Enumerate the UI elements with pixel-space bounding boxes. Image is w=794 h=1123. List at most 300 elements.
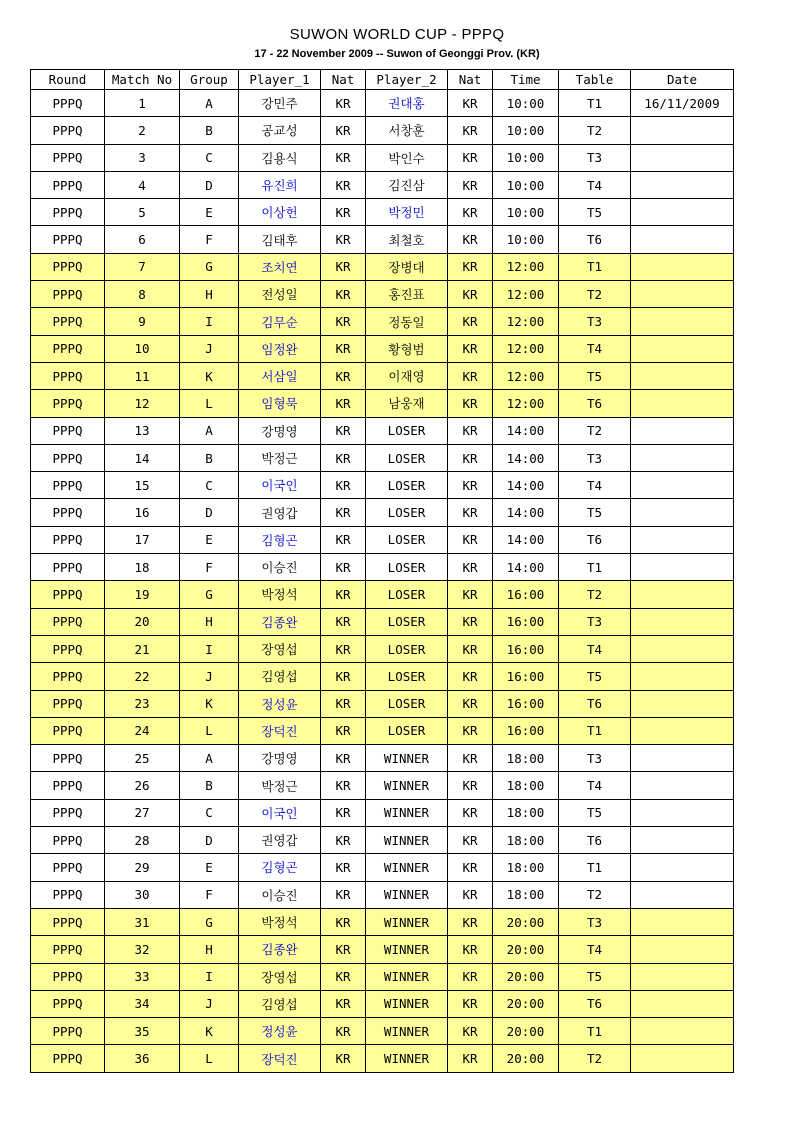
cell-round: PPPQ [31, 608, 105, 635]
cell-match-no: 4 [105, 171, 180, 198]
cell-time: 18:00 [493, 881, 559, 908]
cell-time: 16:00 [493, 663, 559, 690]
cell-player-1: 조치연 [239, 253, 321, 280]
cell-date [631, 171, 734, 198]
cell-nat-1: KR [321, 90, 366, 117]
cell-time: 10:00 [493, 144, 559, 171]
cell-nat-2: KR [448, 335, 493, 362]
table-row [31, 171, 734, 198]
cell-group: H [180, 281, 239, 308]
cell-round: PPPQ [31, 144, 105, 171]
table-row [31, 908, 734, 935]
cell-time: 10:00 [493, 171, 559, 198]
cell-table: T6 [559, 526, 631, 553]
cell-group: I [180, 308, 239, 335]
cell-round: PPPQ [31, 963, 105, 990]
cell-nat-1: KR [321, 1045, 366, 1072]
cell-match-no: 22 [105, 663, 180, 690]
cell-match-no: 11 [105, 362, 180, 389]
cell-table: T5 [559, 362, 631, 389]
cell-player-1: 김형곤 [239, 854, 321, 881]
cell-player-1: 권영갑 [239, 499, 321, 526]
cell-match-no: 20 [105, 608, 180, 635]
cell-player-1: 박정근 [239, 444, 321, 471]
cell-date [631, 554, 734, 581]
cell-nat-1: KR [321, 745, 366, 772]
cell-table: T6 [559, 827, 631, 854]
cell-nat-2: KR [448, 635, 493, 662]
cell-date [631, 663, 734, 690]
cell-round: PPPQ [31, 745, 105, 772]
cell-table: T3 [559, 908, 631, 935]
table-row [31, 90, 734, 117]
cell-table: T5 [559, 963, 631, 990]
cell-group: L [180, 390, 239, 417]
cell-nat-1: KR [321, 171, 366, 198]
cell-round: PPPQ [31, 499, 105, 526]
cell-match-no: 33 [105, 963, 180, 990]
cell-match-no: 23 [105, 690, 180, 717]
cell-date: 16/11/2009 [631, 90, 734, 117]
cell-date [631, 308, 734, 335]
cell-group: G [180, 581, 239, 608]
cell-table: T1 [559, 717, 631, 744]
table-row [31, 1045, 734, 1072]
cell-nat-1: KR [321, 144, 366, 171]
cell-table: T4 [559, 635, 631, 662]
cell-nat-2: KR [448, 390, 493, 417]
cell-group: F [180, 226, 239, 253]
cell-group: H [180, 936, 239, 963]
header-player-1: Player_1 [239, 70, 321, 90]
table-row [31, 444, 734, 471]
cell-round: PPPQ [31, 1045, 105, 1072]
table-row [31, 472, 734, 499]
cell-player-1: 박정근 [239, 772, 321, 799]
cell-round: PPPQ [31, 690, 105, 717]
cell-nat-1: KR [321, 281, 366, 308]
cell-table: T5 [559, 799, 631, 826]
cell-date [631, 990, 734, 1017]
cell-time: 20:00 [493, 936, 559, 963]
cell-time: 18:00 [493, 772, 559, 799]
cell-table: T6 [559, 390, 631, 417]
header-group: Group [180, 70, 239, 90]
cell-group: C [180, 144, 239, 171]
cell-player-2: WINNER [366, 745, 448, 772]
cell-match-no: 17 [105, 526, 180, 553]
cell-group: I [180, 963, 239, 990]
cell-player-1: 이승진 [239, 881, 321, 908]
cell-round: PPPQ [31, 526, 105, 553]
cell-match-no: 31 [105, 908, 180, 935]
cell-round: PPPQ [31, 281, 105, 308]
cell-player-2: WINNER [366, 990, 448, 1017]
cell-nat-2: KR [448, 499, 493, 526]
cell-group: D [180, 499, 239, 526]
cell-table: T3 [559, 608, 631, 635]
cell-nat-2: KR [448, 1045, 493, 1072]
cell-date [631, 335, 734, 362]
cell-group: E [180, 854, 239, 881]
cell-match-no: 32 [105, 936, 180, 963]
cell-nat-1: KR [321, 936, 366, 963]
cell-table: T1 [559, 253, 631, 280]
cell-player-1: 김영섭 [239, 990, 321, 1017]
cell-time: 10:00 [493, 226, 559, 253]
cell-time: 16:00 [493, 581, 559, 608]
cell-match-no: 34 [105, 990, 180, 1017]
cell-player-1: 전성일 [239, 281, 321, 308]
cell-round: PPPQ [31, 90, 105, 117]
cell-date [631, 362, 734, 389]
cell-table: T1 [559, 90, 631, 117]
cell-player-1: 강명영 [239, 417, 321, 444]
cell-round: PPPQ [31, 390, 105, 417]
cell-nat-1: KR [321, 881, 366, 908]
cell-player-1: 임형묵 [239, 390, 321, 417]
table-row [31, 963, 734, 990]
cell-player-1: 장영섭 [239, 635, 321, 662]
cell-date [631, 635, 734, 662]
table-row [31, 663, 734, 690]
cell-time: 14:00 [493, 444, 559, 471]
cell-player-2: 장병대 [366, 253, 448, 280]
cell-time: 20:00 [493, 1018, 559, 1045]
cell-nat-1: KR [321, 990, 366, 1017]
cell-date [631, 390, 734, 417]
cell-group: K [180, 1018, 239, 1045]
cell-time: 16:00 [493, 608, 559, 635]
cell-date [631, 881, 734, 908]
cell-round: PPPQ [31, 990, 105, 1017]
table-row [31, 335, 734, 362]
table-row [31, 417, 734, 444]
cell-nat-1: KR [321, 554, 366, 581]
cell-player-1: 서삼일 [239, 362, 321, 389]
cell-player-1: 김종완 [239, 936, 321, 963]
cell-time: 14:00 [493, 526, 559, 553]
cell-group: I [180, 635, 239, 662]
cell-nat-2: KR [448, 745, 493, 772]
cell-match-no: 28 [105, 827, 180, 854]
cell-nat-1: KR [321, 362, 366, 389]
cell-time: 20:00 [493, 908, 559, 935]
cell-time: 10:00 [493, 199, 559, 226]
cell-table: T2 [559, 1045, 631, 1072]
cell-table: T4 [559, 772, 631, 799]
cell-nat-1: KR [321, 253, 366, 280]
cell-nat-2: KR [448, 144, 493, 171]
cell-round: PPPQ [31, 444, 105, 471]
cell-group: K [180, 690, 239, 717]
cell-player-2: 박정민 [366, 199, 448, 226]
cell-time: 16:00 [493, 635, 559, 662]
cell-player-2: LOSER [366, 499, 448, 526]
cell-nat-2: KR [448, 253, 493, 280]
cell-player-2: 서창훈 [366, 117, 448, 144]
cell-player-2: 홍진표 [366, 281, 448, 308]
cell-time: 18:00 [493, 854, 559, 881]
cell-match-no: 5 [105, 199, 180, 226]
cell-match-no: 29 [105, 854, 180, 881]
cell-date [631, 963, 734, 990]
cell-nat-2: KR [448, 526, 493, 553]
cell-match-no: 35 [105, 1018, 180, 1045]
table-row [31, 526, 734, 553]
cell-player-2: WINNER [366, 772, 448, 799]
cell-date [631, 908, 734, 935]
table-row [31, 1018, 734, 1045]
table-row [31, 690, 734, 717]
cell-player-2: WINNER [366, 908, 448, 935]
cell-group: L [180, 717, 239, 744]
cell-time: 14:00 [493, 499, 559, 526]
cell-player-1: 김형곤 [239, 526, 321, 553]
cell-round: PPPQ [31, 335, 105, 362]
cell-round: PPPQ [31, 799, 105, 826]
cell-group: L [180, 1045, 239, 1072]
cell-player-1: 김종완 [239, 608, 321, 635]
cell-round: PPPQ [31, 827, 105, 854]
cell-nat-2: KR [448, 444, 493, 471]
cell-table: T3 [559, 308, 631, 335]
table-body [31, 90, 734, 1073]
cell-nat-2: KR [448, 908, 493, 935]
cell-table: T6 [559, 226, 631, 253]
cell-table: T6 [559, 690, 631, 717]
table-row [31, 881, 734, 908]
cell-time: 20:00 [493, 990, 559, 1017]
cell-table: T2 [559, 117, 631, 144]
cell-nat-1: KR [321, 690, 366, 717]
cell-player-2: 박인수 [366, 144, 448, 171]
cell-table: T1 [559, 854, 631, 881]
cell-player-1: 공교성 [239, 117, 321, 144]
cell-nat-2: KR [448, 936, 493, 963]
cell-time: 20:00 [493, 1045, 559, 1072]
cell-nat-1: KR [321, 526, 366, 553]
cell-table: T2 [559, 417, 631, 444]
cell-date [631, 499, 734, 526]
cell-player-1: 김영섭 [239, 663, 321, 690]
cell-round: PPPQ [31, 717, 105, 744]
cell-time: 12:00 [493, 308, 559, 335]
cell-date [631, 936, 734, 963]
cell-player-2: LOSER [366, 717, 448, 744]
cell-date [631, 444, 734, 471]
header-player-2: Player_2 [366, 70, 448, 90]
table-row [31, 827, 734, 854]
table-row [31, 990, 734, 1017]
cell-player-1: 박정석 [239, 581, 321, 608]
document-subtitle: 17 - 22 November 2009 -- Suwon of Geonggi Prov. (KR) [254, 48, 540, 60]
cell-time: 12:00 [493, 253, 559, 280]
schedule-table [30, 69, 734, 1073]
cell-date [631, 827, 734, 854]
cell-player-2: LOSER [366, 690, 448, 717]
table-row [31, 390, 734, 417]
cell-match-no: 13 [105, 417, 180, 444]
cell-player-1: 이승진 [239, 554, 321, 581]
cell-player-2: 권대홍 [366, 90, 448, 117]
cell-group: E [180, 526, 239, 553]
cell-group: B [180, 772, 239, 799]
cell-player-2: WINNER [366, 881, 448, 908]
cell-date [631, 226, 734, 253]
cell-nat-2: KR [448, 199, 493, 226]
cell-player-1: 이상헌 [239, 199, 321, 226]
cell-date [631, 854, 734, 881]
cell-player-1: 장덕진 [239, 717, 321, 744]
cell-round: PPPQ [31, 772, 105, 799]
cell-match-no: 26 [105, 772, 180, 799]
header-nat-2: Nat [448, 70, 493, 90]
cell-group: F [180, 554, 239, 581]
cell-round: PPPQ [31, 936, 105, 963]
cell-player-1: 권영갑 [239, 827, 321, 854]
cell-round: PPPQ [31, 472, 105, 499]
cell-group: G [180, 908, 239, 935]
cell-group: D [180, 171, 239, 198]
cell-date [631, 799, 734, 826]
cell-player-2: 이재영 [366, 362, 448, 389]
cell-date [631, 581, 734, 608]
cell-player-2: 황형범 [366, 335, 448, 362]
table-row [31, 635, 734, 662]
cell-table: T6 [559, 990, 631, 1017]
cell-date [631, 1018, 734, 1045]
cell-match-no: 27 [105, 799, 180, 826]
cell-player-1: 김용식 [239, 144, 321, 171]
cell-table: T1 [559, 1018, 631, 1045]
cell-player-1: 박정석 [239, 908, 321, 935]
table-row [31, 799, 734, 826]
cell-nat-1: KR [321, 581, 366, 608]
cell-nat-2: KR [448, 1018, 493, 1045]
header-round: Round [31, 70, 105, 90]
cell-date [631, 144, 734, 171]
cell-player-2: WINNER [366, 854, 448, 881]
table-row [31, 772, 734, 799]
cell-match-no: 10 [105, 335, 180, 362]
table-row [31, 499, 734, 526]
cell-player-1: 정성윤 [239, 690, 321, 717]
cell-table: T2 [559, 281, 631, 308]
cell-round: PPPQ [31, 908, 105, 935]
cell-nat-1: KR [321, 635, 366, 662]
cell-round: PPPQ [31, 226, 105, 253]
cell-date [631, 281, 734, 308]
header-table: Table [559, 70, 631, 90]
cell-nat-1: KR [321, 663, 366, 690]
cell-round: PPPQ [31, 308, 105, 335]
cell-nat-2: KR [448, 772, 493, 799]
cell-nat-1: KR [321, 827, 366, 854]
cell-table: T3 [559, 745, 631, 772]
cell-nat-2: KR [448, 799, 493, 826]
table-row [31, 581, 734, 608]
cell-date [631, 745, 734, 772]
cell-player-1: 유진희 [239, 171, 321, 198]
cell-table: T1 [559, 554, 631, 581]
cell-group: G [180, 253, 239, 280]
cell-player-2: LOSER [366, 635, 448, 662]
cell-group: J [180, 663, 239, 690]
cell-nat-2: KR [448, 90, 493, 117]
cell-nat-2: KR [448, 608, 493, 635]
cell-player-2: WINNER [366, 963, 448, 990]
cell-date [631, 199, 734, 226]
cell-date [631, 417, 734, 444]
cell-group: A [180, 417, 239, 444]
cell-group: B [180, 444, 239, 471]
cell-nat-1: KR [321, 444, 366, 471]
cell-group: C [180, 799, 239, 826]
cell-group: K [180, 362, 239, 389]
table-row [31, 144, 734, 171]
header-time: Time [493, 70, 559, 90]
cell-player-2: WINNER [366, 1018, 448, 1045]
cell-nat-2: KR [448, 117, 493, 144]
cell-player-2: LOSER [366, 663, 448, 690]
cell-nat-2: KR [448, 690, 493, 717]
cell-player-2: 최철호 [366, 226, 448, 253]
cell-nat-1: KR [321, 117, 366, 144]
cell-time: 18:00 [493, 799, 559, 826]
table-row [31, 281, 734, 308]
cell-player-2: LOSER [366, 608, 448, 635]
table-row [31, 308, 734, 335]
cell-time: 18:00 [493, 827, 559, 854]
cell-player-1: 강명영 [239, 745, 321, 772]
cell-player-2: WINNER [366, 936, 448, 963]
cell-table: T4 [559, 472, 631, 499]
cell-player-1: 장덕진 [239, 1045, 321, 1072]
cell-nat-1: KR [321, 963, 366, 990]
table-row [31, 936, 734, 963]
cell-player-1: 임정완 [239, 335, 321, 362]
cell-date [631, 690, 734, 717]
cell-round: PPPQ [31, 554, 105, 581]
cell-player-2: 김진삼 [366, 171, 448, 198]
cell-nat-1: KR [321, 472, 366, 499]
cell-time: 12:00 [493, 281, 559, 308]
cell-date [631, 608, 734, 635]
cell-table: T2 [559, 881, 631, 908]
cell-player-1: 이국인 [239, 472, 321, 499]
cell-nat-1: KR [321, 908, 366, 935]
table-row [31, 745, 734, 772]
cell-round: PPPQ [31, 635, 105, 662]
cell-match-no: 1 [105, 90, 180, 117]
table-row [31, 554, 734, 581]
cell-player-1: 정성윤 [239, 1018, 321, 1045]
cell-player-2: LOSER [366, 526, 448, 553]
cell-nat-1: KR [321, 308, 366, 335]
cell-group: J [180, 335, 239, 362]
cell-table: T3 [559, 144, 631, 171]
cell-player-2: WINNER [366, 1045, 448, 1072]
cell-time: 20:00 [493, 963, 559, 990]
cell-table: T2 [559, 581, 631, 608]
cell-match-no: 16 [105, 499, 180, 526]
cell-round: PPPQ [31, 199, 105, 226]
cell-nat-2: KR [448, 581, 493, 608]
header-match-no: Match No [105, 70, 180, 90]
cell-player-1: 장영섭 [239, 963, 321, 990]
cell-player-2: LOSER [366, 554, 448, 581]
